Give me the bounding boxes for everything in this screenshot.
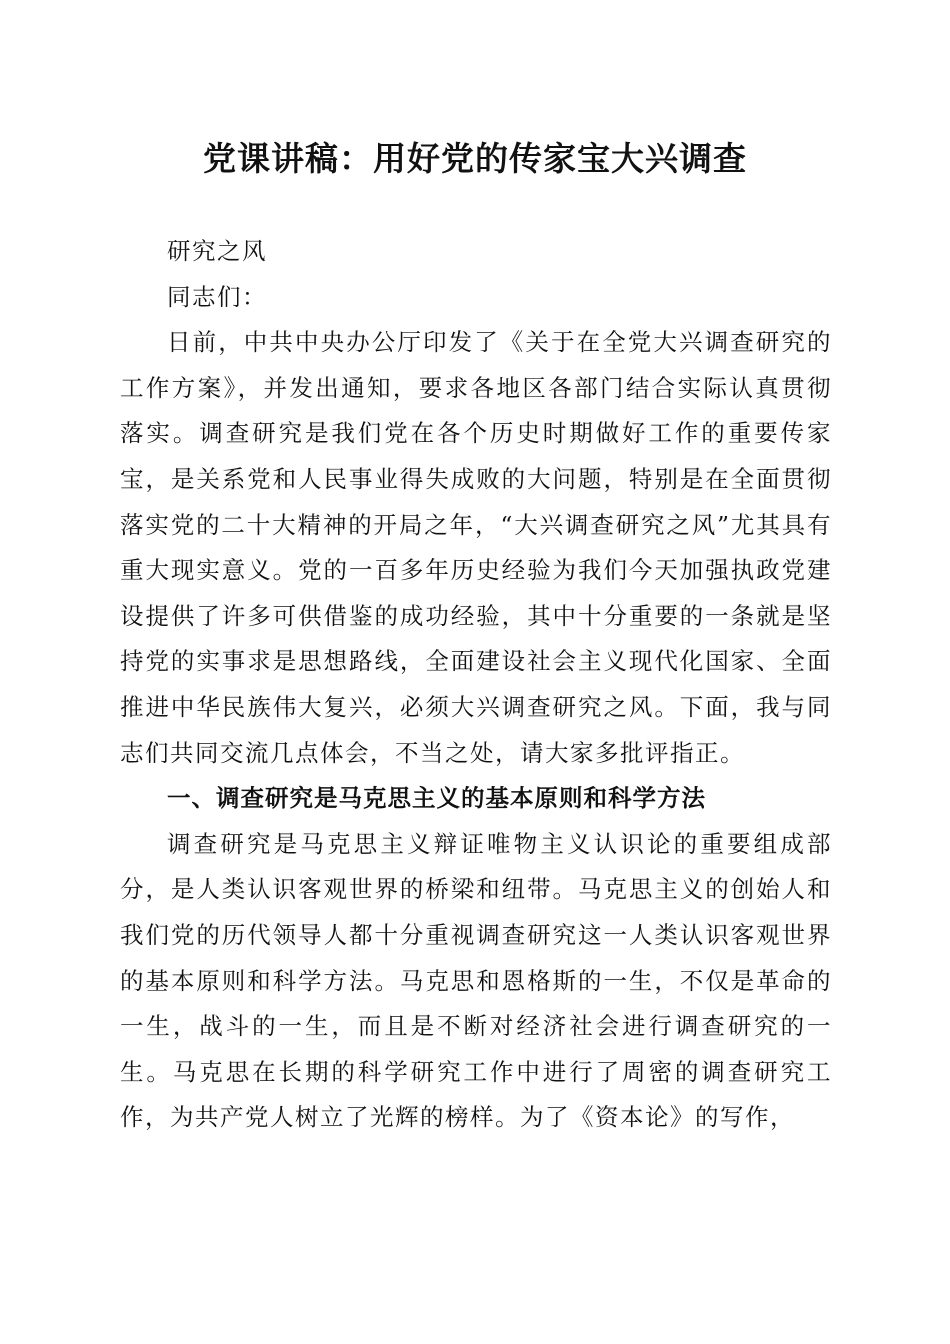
document-body: [120, 229, 832, 1141]
document-title: 党课讲稿：用好党的传家宝大兴调查: [203, 139, 747, 178]
section-paragraph: 调查研究是马克思主义辩证唯物主义认识论的重要组成部分，是人类认识客观世界的桥梁和纽带。马克思主义的创始人和我们党的历代领导人都十分重视调查研究这一人类认识客观世界的基本原则和科学方法。马克思和恩格斯的一生，不仅是革命的一生，战斗的一生，而且是不断对经济社会进行调查研究的一生。马克思在长期的科学研究工作中进行了周密的调查研究工作，为共产党人树立了光辉的榜样。为了《资本论》的写作，: [120, 829, 832, 1132]
author-line: 研究之风: [167, 237, 267, 265]
intro-paragraph: 日前，中共中央办公厅印发了《关于在全党大兴调查研究的工作方案》，并发出通知，要求各地区各部门结合实际认真贯彻落实。调查研究是我们党在各个历史时期做好工作的重要传家宝，是关系党和人民事业得失成败的大问题，特别是在全面贯彻落实党的二十大精神的开局之年，“大兴调查研究之风”尤其具有重大现实意义。党的一百多年历史经验为我们今天加强执政党建设提供了许多可供借鉴的成功经验，其中十分重要的一条就是坚持党的实事求是思想路线，全面建设社会主义现代化国家、全面推进中华民族伟大复兴，必须大兴调查研究之风。下面，我与同志们共同交流几点体会，不当之处，请大家多批评指正。: [120, 328, 832, 767]
salutation: 同志们：: [167, 282, 267, 311]
section-heading: 一、调查研究是马克思主义的基本原则和科学方法: [167, 784, 706, 813]
